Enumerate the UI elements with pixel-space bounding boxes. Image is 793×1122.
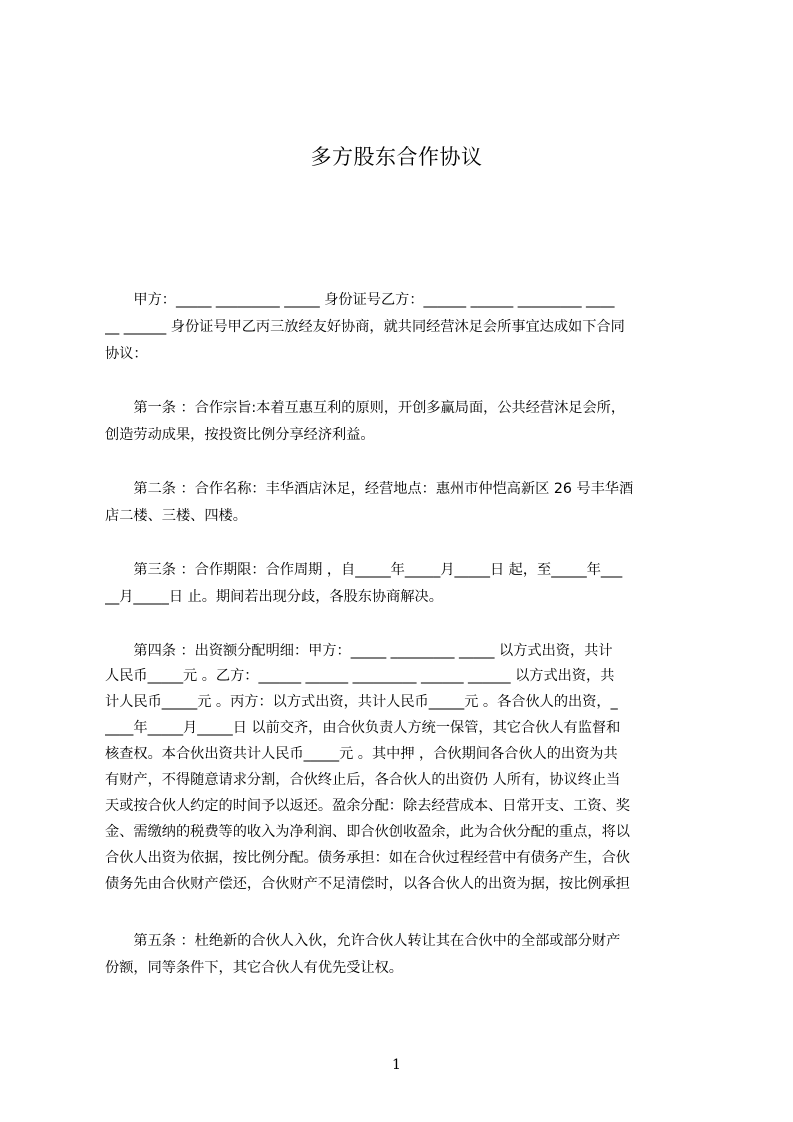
article-4-line-7: 天或按合伙人约定的时间予以返还。盈余分配：除去经营成本、日常开支、工资、奖 bbox=[105, 798, 630, 814]
document-title: 多方股东合作协议 bbox=[310, 145, 483, 169]
article-4-line-8: 金、需缴纳的税费等的收入为净利润、即合伙创收盈余，此为合伙分配的重点，将以 bbox=[105, 824, 630, 840]
article-1-line-2: 创造劳动成果，按投资比例分享经济利益。 bbox=[105, 427, 375, 443]
article-4-line-9: 合伙人出资为依据，按比例分配。债务承担：如在合伙过程经营中有债务产生，合伙 bbox=[105, 850, 630, 866]
article-5-line-1: 第五条 ：杜绝新的合伙人入伙，允许合伙人转让其在合伙中的全部或部分财产 bbox=[105, 933, 621, 949]
article-4-line-4: ____年_____月_____日 以前交齐，由合伙负责人方统一保管，其它合伙人有监督和 bbox=[105, 720, 621, 736]
parties-line-1: 甲方：_____ _________ _____ 身份证号乙方：______ ______ _________ ____ bbox=[105, 292, 615, 308]
page-number: 1 bbox=[392, 1057, 401, 1073]
article-3-line-2: __月_____日 止。期间若出现分歧，各股东协商解决。 bbox=[105, 589, 443, 605]
article-3-line-1: 第三条 ：合作期限：合作周期 ，自_____年_____月_____日 起，至_____年___ bbox=[105, 562, 623, 578]
article-5-line-2: 份额，同等条件下，其它合伙人有优先受让权。 bbox=[105, 960, 403, 976]
article-4-line-1: 第四条 ：出资额分配明细：甲方：_____ _________ _____ 以方式出资，共计 bbox=[105, 643, 613, 659]
parties-line-3: 协议： bbox=[105, 346, 148, 362]
article-2-line-1: 第二条 ：合作名称：丰华酒店沐足，经营地点：惠州市仲恺高新区 26 号丰华酒 bbox=[105, 481, 634, 497]
article-2-line-2: 店二楼、三楼、四楼。 bbox=[105, 508, 247, 524]
article-4-line-3: 计人民币_____元 。丙方：以方式出资，共计人民币_____元 。各合伙人的出资，_ bbox=[105, 694, 618, 710]
article-4-line-2: 人民币_____元 。乙方：______ ______ _________ ______ ______ 以方式出资，共 bbox=[105, 668, 615, 684]
article-4-line-10: 债务先由合伙财产偿还，合伙财产不足清偿时，以各合伙人的出资为据，按比例承担 bbox=[105, 876, 630, 892]
parties-line-2: __ ______ 身份证号甲乙丙三放经友好协商，就共同经营沐足会所事宜达成如下合同 bbox=[105, 319, 625, 335]
article-4-line-6: 有财产，不得随意请求分割，合伙终止后，各合伙人的出资仍 人所有，协议终止当 bbox=[105, 772, 621, 788]
article-1-line-1: 第一条 ：合作宗旨:本着互惠互利的原则，开创多赢局面，公共经营沐足会所， bbox=[105, 400, 626, 416]
article-4-line-5: 核查权。本合伙出资共计人民币_____元 。其中押 ，合伙期间各合伙人的出资为共 bbox=[105, 746, 618, 762]
